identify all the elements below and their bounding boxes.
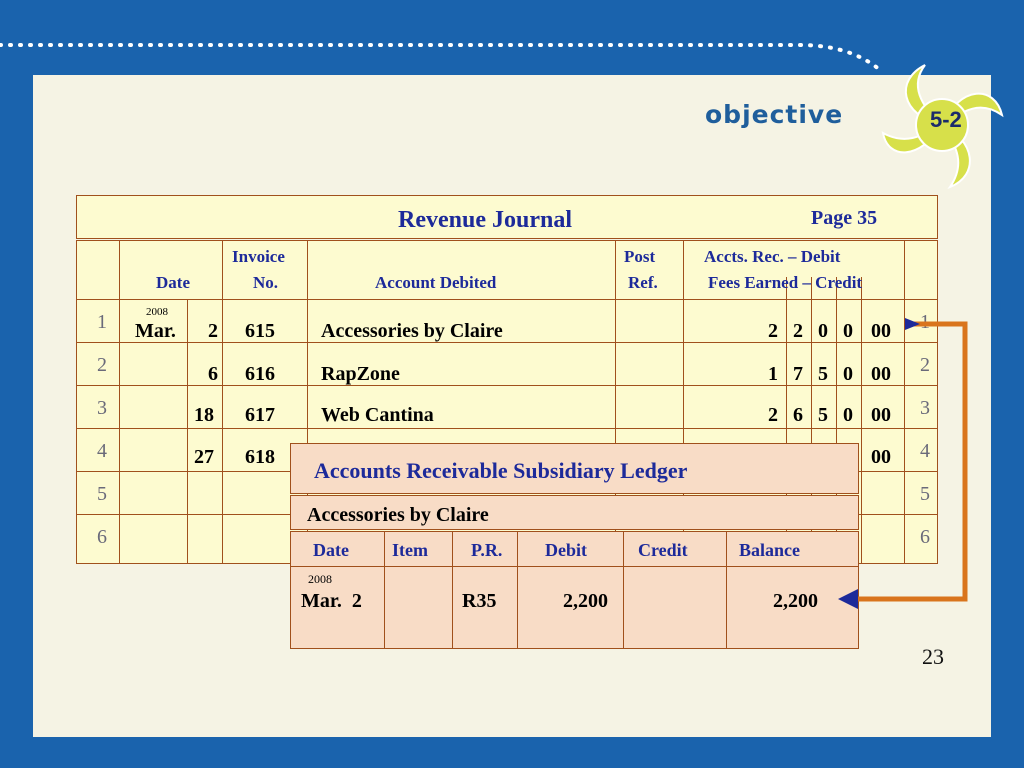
row1-digit-1: 2 <box>768 320 778 342</box>
row1-digit-4: 0 <box>843 320 853 342</box>
row2-digit-4: 0 <box>843 363 853 385</box>
journal-page-label: Page 35 <box>811 207 878 229</box>
row3-digit-2: 6 <box>793 404 803 426</box>
line-number-3: 3 <box>97 397 107 419</box>
row2-day: 6 <box>208 363 218 385</box>
journal-title-bar <box>76 195 938 239</box>
header-invoice-no: No. <box>253 273 279 292</box>
objective-label: objective <box>705 100 844 129</box>
row4-day: 27 <box>194 446 214 468</box>
ledger-col-date: Date <box>313 540 349 560</box>
row1-day: 2 <box>208 320 218 342</box>
ledger-title: Accounts Receivable Subsidiary Ledger <box>314 458 688 483</box>
line-number-right-2: 2 <box>920 354 930 376</box>
ledger-account-name: Accessories by Claire <box>307 504 489 526</box>
line-number-4: 4 <box>97 440 107 462</box>
header-post-ref: Ref. <box>628 273 658 292</box>
row3-digit-1: 2 <box>768 404 778 426</box>
row2-invoice: 616 <box>245 363 275 385</box>
header-accts-rec-debit: Accts. Rec. – Debit <box>704 247 841 266</box>
ledger-col-balance: Balance <box>739 540 800 560</box>
row3-digit-4: 0 <box>843 404 853 426</box>
line-number-right-5: 5 <box>920 483 930 505</box>
line-number-right-6: 6 <box>920 526 930 548</box>
year-label: 2008 <box>146 306 168 318</box>
row2-digit-1: 1 <box>768 363 778 385</box>
header-date: Date <box>156 273 190 292</box>
row1-invoice: 615 <box>245 320 275 342</box>
row1-digit-2: 2 <box>793 320 803 342</box>
line-number-right-4: 4 <box>920 440 930 462</box>
line-number-6: 6 <box>97 526 107 548</box>
ledger-entry-debit: 2,200 <box>563 590 608 612</box>
row4-invoice: 618 <box>245 446 275 468</box>
row2-cents: 00 <box>871 363 891 385</box>
row3-account: Web Cantina <box>321 404 434 426</box>
ledger-col-item: Item <box>392 540 428 560</box>
header-invoice: Invoice <box>232 247 285 266</box>
row2-digit-2: 7 <box>793 363 803 385</box>
row3-digit-3: 5 <box>818 404 828 426</box>
ledger-table <box>290 531 859 649</box>
header-fees-earned-credit: Fees Earned – Credit <box>708 273 863 292</box>
row2-digit-3: 5 <box>818 363 828 385</box>
ledger-title-bar <box>290 443 859 494</box>
row1-cents: 00 <box>871 320 891 342</box>
ledger-col-debit: Debit <box>545 540 587 560</box>
ledger-year: 2008 <box>308 572 332 586</box>
row2-account: RapZone <box>321 363 400 385</box>
row3-day: 18 <box>194 404 214 426</box>
ledger-col-pr: P.R. <box>471 540 503 560</box>
row1-account: Accessories by Claire <box>321 320 503 342</box>
header-post: Post <box>624 247 656 266</box>
objective-number: 5-2 <box>930 107 962 132</box>
ledger-col-credit: Credit <box>638 540 688 560</box>
ledger-entry-balance: 2,200 <box>773 590 818 612</box>
ledger-entry-pr: R35 <box>462 590 497 612</box>
header-account-debited: Account Debited <box>375 273 497 292</box>
row1-digit-3: 0 <box>818 320 828 342</box>
row4-cents: 00 <box>871 446 891 468</box>
row3-invoice: 617 <box>245 404 275 426</box>
row3-cents: 00 <box>871 404 891 426</box>
ledger-account-bar <box>290 495 859 530</box>
line-number-5: 5 <box>97 483 107 505</box>
journal-title: Revenue Journal <box>398 207 572 233</box>
line-number-2: 2 <box>97 354 107 376</box>
line-number-1: 1 <box>97 311 107 333</box>
line-number-right-3: 3 <box>920 397 930 419</box>
slide-number: 23 <box>922 644 944 669</box>
row1-month: Mar. <box>135 320 176 342</box>
ledger-entry-date: Mar. 2 <box>301 590 362 612</box>
line-number-right-1: 1 <box>920 311 930 333</box>
